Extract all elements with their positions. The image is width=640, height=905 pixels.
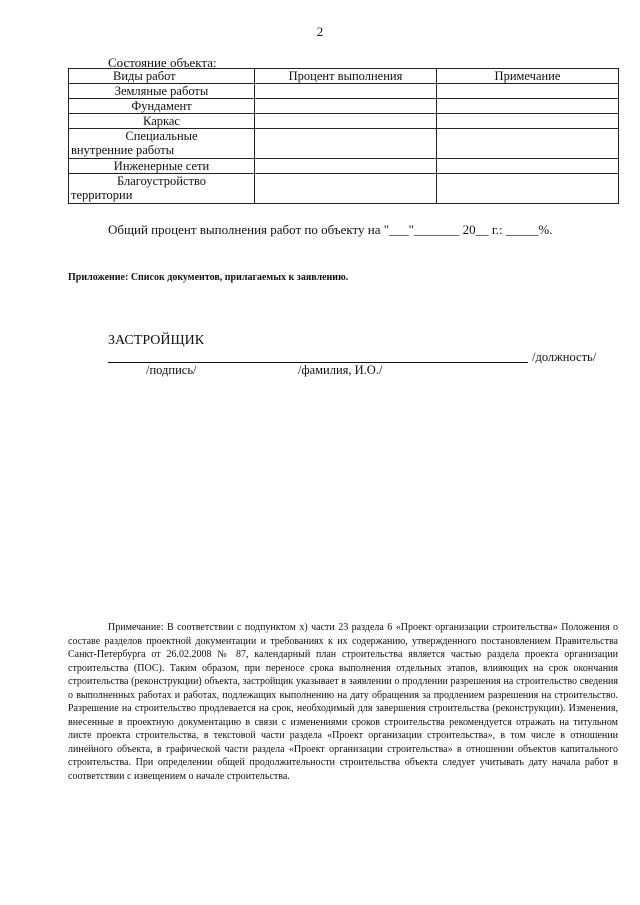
- note-cell[interactable]: [437, 99, 619, 114]
- work-special-interior: [69, 129, 255, 159]
- table-row: [69, 114, 619, 129]
- work-engineering-networks: Инженерные сети: [69, 159, 255, 174]
- percent-cell[interactable]: [255, 129, 437, 159]
- work-line-1: Специальные: [125, 129, 198, 143]
- work-earthworks: Земляные работы: [69, 84, 255, 99]
- note-cell[interactable]: [437, 129, 619, 159]
- header-work-type: Виды работ: [69, 69, 255, 84]
- percent-cell[interactable]: [255, 99, 437, 114]
- attachment-note: Приложение: Список документов, прилагаемых к заявлению.: [68, 272, 349, 283]
- footnote-paragraph: Примечание: В соответствии с подпунктом х) части 23 раздела 6 «Проект организации строительства» Положения о составе разделов проектной документации и требованиях к их содержанию, утвержденного постановлением Правительства Санкт-Петербурга от 26.02.2008 № 87, календарный план строительства является частью раздела проекта организации строительства (ПОС). Таким образом, при переносе срока выполнения отдельных этапов, влияющих на срок окончания строительства (реконструкции) объекта, застройщик указывает в заявлении о продлении разрешения на строительство сведения о выполненных работах и работах, подлежащих выполнению на дату обращения за продлением разрешения на строительство. Разрешение на строительство продлевается на срок, необходимый для завершения строительства (реконструкции). Изменения, внесенные в проектную документацию в связи с изменениями сроков строительства рекомендуется отражать на титульном листе проекта строительства, в текстовой части раздела «Проект организации строительства», в том числе в отношении линейного объекта, в графической части раздела «Проект организации строительства» в отношении объектов капитального строительства. При определении общей продолжительности строительства объекта следует учитывать дату начала работ в соответствии с извещением о начале строительства.: [68, 622, 618, 782]
- developer-title: ЗАСТРОЙЩИК: [108, 333, 205, 348]
- page-number: 2: [316, 24, 324, 39]
- position-label: /должность/: [532, 350, 597, 364]
- percent-cell[interactable]: [255, 159, 437, 174]
- percent-cell[interactable]: [255, 174, 437, 204]
- signature-label: /подпись/: [146, 363, 197, 377]
- work-line-2: территории: [71, 188, 133, 202]
- table-row: [69, 174, 619, 204]
- note-cell[interactable]: [437, 174, 619, 204]
- table-row: [69, 159, 619, 174]
- work-line-2: внутренние работы: [71, 143, 175, 157]
- table-header-row: [69, 69, 619, 84]
- note-cell[interactable]: [437, 114, 619, 129]
- overall-percent-line: Общий процент выполнения работ по объекту на "___"_______ 20__ г.: _____%.: [108, 222, 553, 237]
- work-frame: Каркас: [69, 114, 255, 129]
- percent-cell[interactable]: [255, 84, 437, 99]
- percent-cell[interactable]: [255, 114, 437, 129]
- header-percent: Процент выполнения: [255, 69, 437, 84]
- header-note: Примечание: [437, 69, 619, 84]
- works-table: [68, 68, 619, 204]
- work-foundation: Фундамент: [69, 99, 255, 114]
- name-label: /фамилия, И.О./: [298, 363, 383, 377]
- work-line-1: Благоустройство: [116, 174, 207, 188]
- table-row: [69, 84, 619, 99]
- table-row: [69, 129, 619, 159]
- note-cell[interactable]: [437, 84, 619, 99]
- work-landscaping: [69, 174, 255, 204]
- table-row: [69, 99, 619, 114]
- object-state-title: Состояние объекта:: [108, 55, 217, 70]
- note-cell[interactable]: [437, 159, 619, 174]
